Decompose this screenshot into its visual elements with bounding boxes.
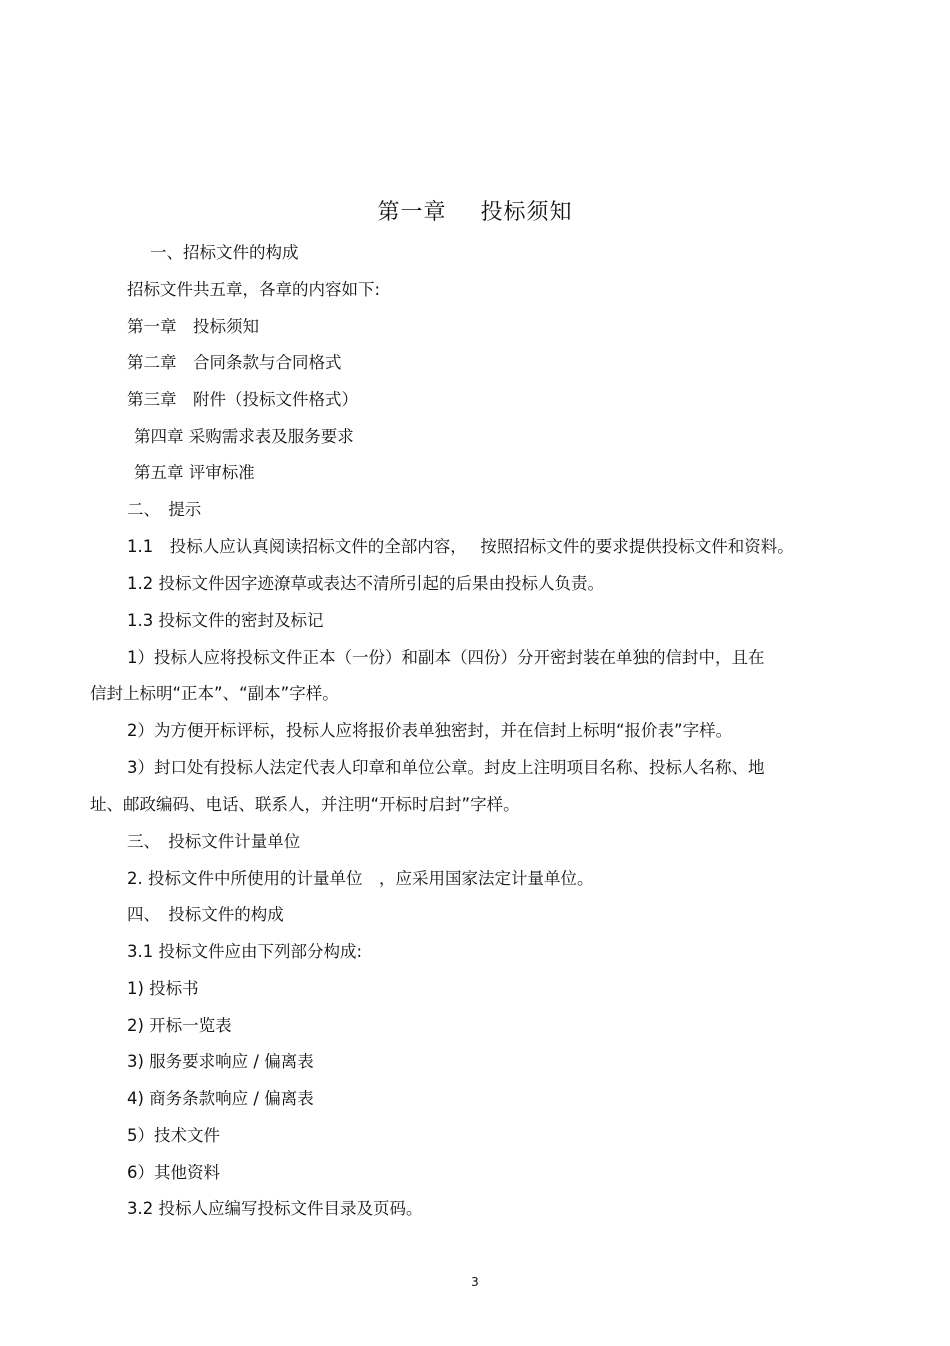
list-item: 第三章 附件（投标文件格式） bbox=[127, 390, 358, 409]
list-item: 3) 服务要求响应 / 偏离表 bbox=[127, 1052, 314, 1071]
list-item: 5）技术文件 bbox=[127, 1126, 220, 1145]
list-item: 第二章 合同条款与合同格式 bbox=[127, 353, 342, 372]
list-item: 第一章 投标须知 bbox=[127, 317, 259, 336]
page-number: 3 bbox=[471, 1275, 479, 1289]
paragraph: 信封上标明“正本”、“副本”字样。 bbox=[90, 684, 339, 703]
list-item: 6）其他资料 bbox=[127, 1163, 220, 1182]
paragraph: 1.1 投标人应认真阅读招标文件的全部内容， 按照招标文件的要求提供投标文件和资料。 bbox=[127, 537, 794, 556]
paragraph: 1.3 投标文件的密封及标记 bbox=[127, 611, 324, 630]
paragraph: 3）封口处有投标人法定代表人印章和单位公章。封皮上注明项目名称、投标人名称、地 bbox=[127, 758, 765, 777]
list-item: 4) 商务条款响应 / 偏离表 bbox=[127, 1089, 314, 1108]
list-item: 2) 开标一览表 bbox=[127, 1016, 232, 1035]
section-heading-1: 一、招标文件的构成 bbox=[150, 243, 299, 262]
section-heading-2: 二、 提示 bbox=[127, 500, 202, 519]
chapter-title bbox=[0, 198, 950, 228]
section-heading-4: 四、 投标文件的构成 bbox=[127, 905, 284, 924]
list-item: 第四章 采购需求表及服务要求 bbox=[134, 427, 354, 446]
section-heading-3: 三、 投标文件计量单位 bbox=[127, 832, 301, 851]
list-item: 1) 投标书 bbox=[127, 979, 199, 998]
paragraph: 招标文件共五章，各章的内容如下: bbox=[127, 280, 381, 299]
paragraph: 1）投标人应将投标文件正本（一份）和副本（四份）分开密封装在单独的信封中，且在 bbox=[127, 648, 765, 667]
paragraph: 址、邮政编码、电话、联系人，并注明“开标时启封”字样。 bbox=[90, 795, 520, 814]
chapter-name: 投标须知 bbox=[480, 200, 573, 225]
paragraph: 3.1 投标文件应由下列部分构成: bbox=[127, 942, 363, 961]
list-item: 第五章 评审标准 bbox=[134, 463, 255, 482]
paragraph: 2）为方便开标评标，投标人应将报价表单独密封，并在信封上标明“报价表”字样。 bbox=[127, 721, 733, 740]
paragraph: 1.2 投标文件因字迹潦草或表达不清所引起的后果由投标人负责。 bbox=[127, 574, 604, 593]
paragraph: 2. 投标文件中所使用的计量单位 ，应采用国家法定计量单位。 bbox=[127, 869, 594, 888]
chapter-number: 第一章 bbox=[377, 200, 447, 225]
paragraph: 3.2 投标人应编写投标文件目录及页码。 bbox=[127, 1199, 423, 1218]
